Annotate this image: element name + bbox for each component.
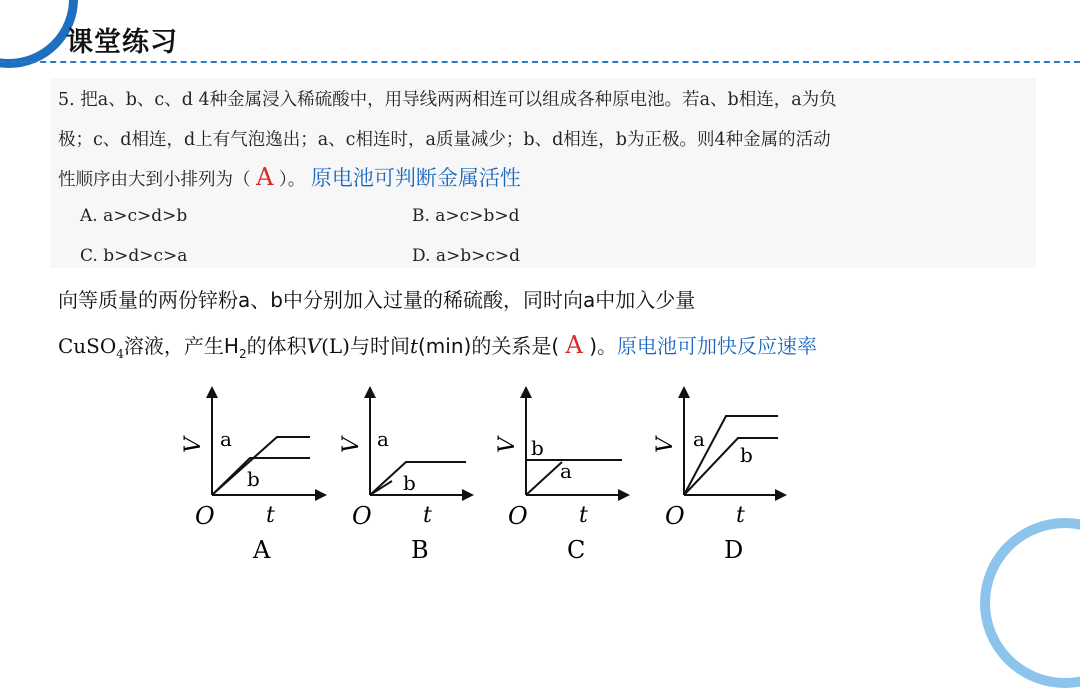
symbol-t: t bbox=[409, 334, 418, 358]
graph-c bbox=[495, 388, 628, 564]
curve-a bbox=[526, 462, 562, 495]
origin-label: O bbox=[508, 502, 528, 530]
origin-label: O bbox=[352, 502, 372, 530]
subscript-2: 2 bbox=[238, 347, 247, 361]
graph-a-label: A bbox=[253, 536, 271, 564]
curve-a bbox=[370, 462, 466, 495]
axis-t-label: t bbox=[579, 503, 588, 528]
formula-cuso4: CuSO$_4$ bbox=[58, 334, 124, 361]
option-d: D. a>b>c>d bbox=[412, 246, 520, 266]
question-5-line-1: 5. 把a、b、c、d 4种金属浸入稀硫酸中，用导线两两相连可以组成各种原电池。若a、b相连，a为负 bbox=[58, 90, 837, 110]
series-a-label: a bbox=[560, 459, 572, 483]
question-2-text-a: 溶液，产生H bbox=[123, 334, 239, 358]
series-b-label: b bbox=[247, 467, 260, 491]
question-5-line-2: 极；c、d相连，d上有气泡逸出；a、c相连时，a质量减少；b、d相连，b为正极。则4种金属的活动 bbox=[58, 130, 831, 150]
question-2-answer: A bbox=[565, 331, 583, 359]
graph-d bbox=[653, 388, 785, 564]
series-b-label: b bbox=[531, 436, 544, 460]
origin-label: O bbox=[665, 502, 685, 530]
graph-d-label: D bbox=[724, 536, 744, 564]
series-a-label: a bbox=[220, 427, 232, 451]
option-c: C. b>d>c>a bbox=[80, 246, 188, 266]
series-b-label: b bbox=[740, 443, 753, 467]
symbol-v: V bbox=[306, 334, 322, 358]
question-2-text-c: (L)与时间 bbox=[321, 334, 410, 358]
curve-b bbox=[370, 481, 392, 495]
series-a-label: a bbox=[693, 427, 705, 451]
question-2-line-1: 向等质量的两份锌粉a、b中分别加入过量的稀硫酸，同时向a中加入少量 bbox=[58, 288, 696, 312]
page-title: 课堂练习 bbox=[66, 27, 178, 58]
question-5-line-3-suffix: ）。 bbox=[279, 170, 306, 190]
graph-b bbox=[339, 388, 472, 564]
question-5-answer: A bbox=[256, 163, 274, 191]
question-2-text-d: (min)的关系是( bbox=[418, 334, 560, 358]
question-5-hint: 原电池可判断金属活性 bbox=[310, 166, 521, 190]
series-a-label: a bbox=[377, 427, 389, 451]
axis-v-label: V bbox=[653, 437, 678, 453]
graph-a bbox=[181, 388, 325, 564]
question-5-line-3-prefix: 性顺序由大到小排列为（ bbox=[58, 170, 251, 190]
question-2-text-e: )。 bbox=[589, 334, 617, 358]
axis-t-label: t bbox=[736, 503, 745, 528]
axis-t-label: t bbox=[423, 503, 432, 528]
question-2-text-b: 的体积 bbox=[246, 334, 307, 358]
graph-c-label: C bbox=[567, 536, 586, 564]
series-b-label: b bbox=[403, 471, 416, 495]
curve-b bbox=[526, 460, 622, 495]
axis-v-label: V bbox=[181, 437, 206, 453]
graph-b-label: B bbox=[411, 536, 429, 564]
option-b: B. a>c>b>d bbox=[412, 206, 520, 226]
option-a: A. a>c>d>b bbox=[80, 206, 188, 226]
origin-label: O bbox=[195, 502, 215, 530]
axis-t-label: t bbox=[266, 503, 275, 528]
axis-v-label: V bbox=[339, 437, 364, 453]
question-2-hint: 原电池可加快反应速率 bbox=[617, 334, 817, 358]
axis-v-label: V bbox=[495, 437, 520, 453]
curve-b bbox=[212, 458, 310, 495]
